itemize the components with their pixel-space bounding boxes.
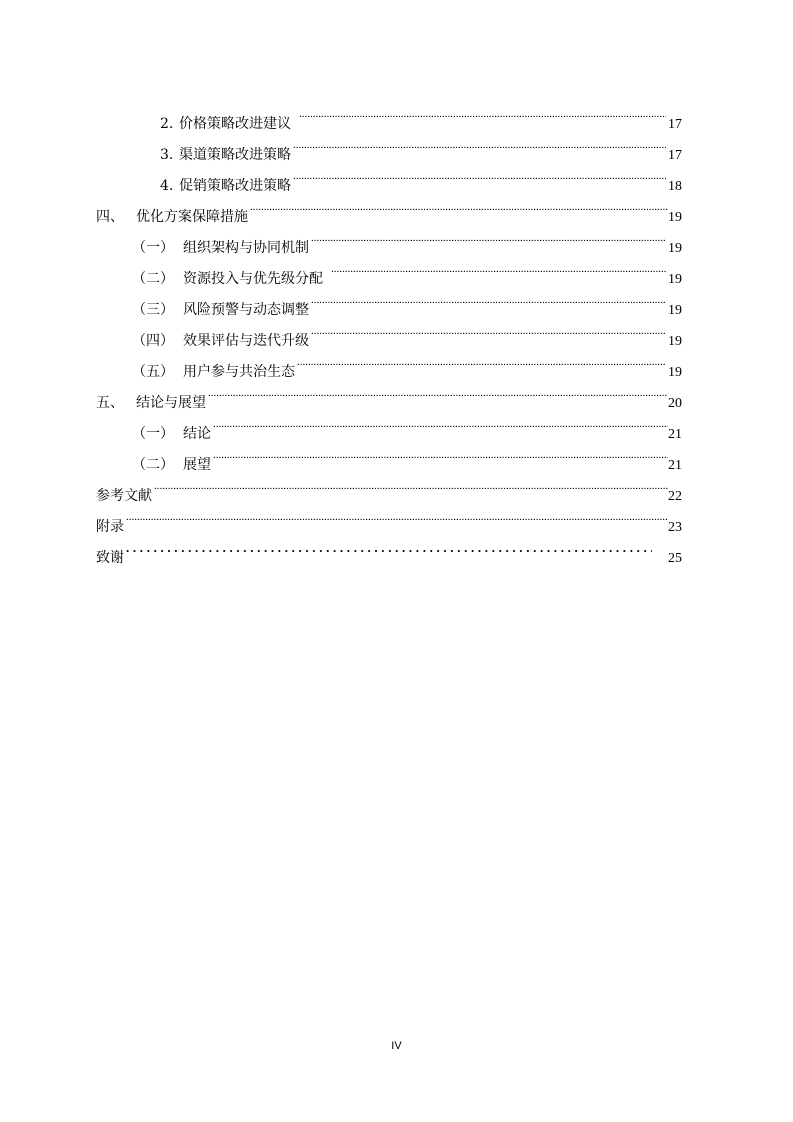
toc-entry-title: 优化方案保障措施 (136, 209, 248, 225)
toc-entry-title: 展望 (183, 457, 211, 473)
toc-entry-page: 25 (668, 551, 682, 566)
toc-entry-title: 资源投入与优先级分配 (183, 271, 323, 287)
toc-entry-number: （一） (132, 240, 174, 256)
toc-entry-number: 2. (160, 116, 174, 132)
toc-entry-number: （五） (132, 364, 174, 380)
toc-entry-number: （三） (132, 302, 174, 318)
dot-leader (311, 283, 666, 314)
toc-entry-page: 19 (668, 241, 682, 256)
toc-entry-appendix[interactable] (96, 500, 682, 535)
toc-entry-page: 19 (668, 365, 682, 380)
dot-leader (126, 531, 652, 562)
toc-entry-number: （二） (132, 271, 174, 287)
dot-leader (213, 438, 668, 469)
dot-leader (293, 159, 666, 190)
toc-entry-title: 结论与展望 (136, 395, 206, 411)
dot-leader (154, 469, 668, 500)
toc-entry-page: 17 (668, 148, 682, 163)
page-footer-number: IV (391, 1040, 402, 1052)
toc-entry-page: 22 (668, 489, 682, 504)
toc-entry-number: 3. (160, 147, 174, 163)
toc-entry-title: 促销策略改进策略 (179, 178, 291, 194)
toc-entry-title: 结论 (183, 426, 211, 442)
dot-leader (213, 407, 668, 438)
dot-leader (311, 314, 666, 345)
toc-entry-references[interactable] (96, 469, 682, 504)
dot-leader (311, 221, 666, 252)
toc-entry-price-strategy[interactable] (96, 97, 682, 132)
dot-leader (208, 376, 668, 407)
toc-entry-number: 4. (160, 178, 174, 194)
toc-entry-page: 18 (668, 179, 682, 194)
toc-entry-title: 参考文献 (96, 488, 152, 504)
toc-entry-page: 19 (668, 334, 682, 349)
toc-entry-number: 五、 (96, 395, 124, 411)
dot-leader (297, 345, 666, 376)
toc-entry-number: （一） (132, 426, 174, 442)
toc-entry-title: 附录 (96, 519, 124, 535)
toc-entry-number: （二） (132, 457, 174, 473)
toc-entry-title: 致谢 (96, 550, 124, 566)
toc-entry-number: （四） (132, 333, 174, 349)
toc-entry-page: 17 (668, 117, 682, 132)
toc-entry-page: 19 (668, 303, 682, 318)
toc-entry-title: 风险预警与动态调整 (183, 302, 309, 318)
toc-entry-number: 四、 (96, 209, 124, 225)
dot-leader (126, 500, 668, 531)
toc-entry-page: 19 (668, 272, 682, 287)
toc-entry-title: 组织架构与协同机制 (183, 240, 309, 256)
dot-leader (331, 252, 666, 283)
table-of-contents (96, 97, 682, 566)
dot-leader (299, 97, 666, 128)
toc-entry-page: 19 (668, 210, 682, 225)
toc-entry-title: 渠道策略改进策略 (179, 147, 291, 163)
toc-entry-acknowledgements[interactable] (96, 531, 682, 566)
dot-leader (293, 128, 666, 159)
toc-entry-page: 23 (668, 520, 682, 535)
toc-entry-title: 价格策略改进建议 (179, 116, 291, 132)
toc-entry-page: 21 (668, 427, 682, 442)
toc-entry-page: 20 (668, 396, 682, 411)
toc-entry-page: 21 (668, 458, 682, 473)
toc-entry-title: 用户参与共治生态 (183, 364, 295, 380)
dot-leader (250, 190, 668, 221)
toc-entry-title: 效果评估与迭代升级 (183, 333, 309, 349)
